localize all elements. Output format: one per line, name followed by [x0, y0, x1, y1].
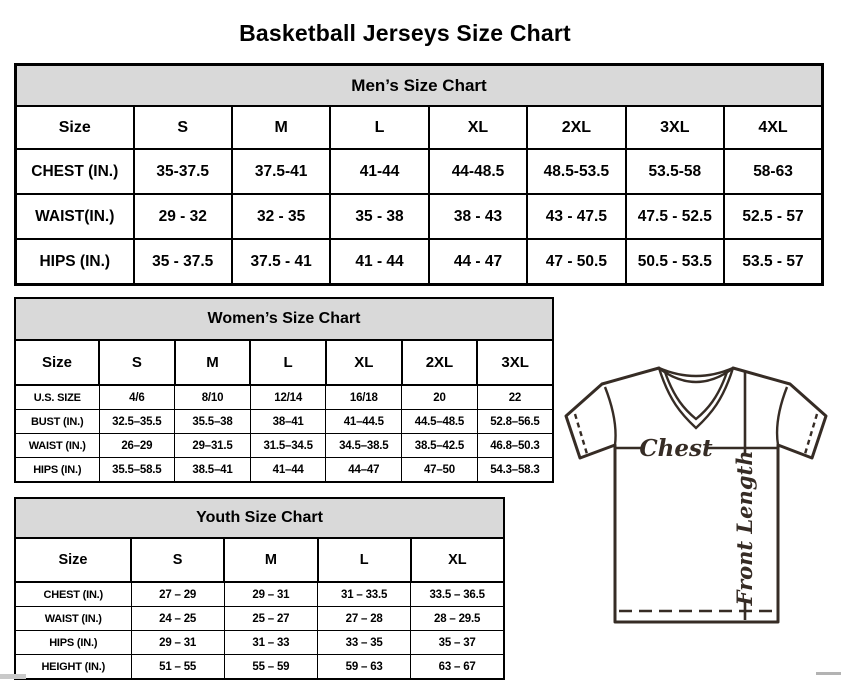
data-cell: 29–31.5 [175, 434, 251, 458]
size-header-cell: XL [429, 106, 527, 149]
table-row [16, 149, 823, 194]
data-cell: 43 - 47.5 [527, 194, 625, 239]
data-cell: 47 - 50.5 [527, 239, 625, 285]
size-header-cell: S [131, 538, 224, 582]
data-cell: 38.5–41 [175, 458, 251, 483]
collar-back-arc-icon [659, 368, 733, 382]
data-cell: 34.5–38.5 [326, 434, 402, 458]
chest-label: Chest [639, 435, 713, 462]
data-cell: 51 – 55 [131, 655, 224, 680]
data-cell: 28 – 29.5 [411, 607, 504, 631]
table-title-row [16, 65, 823, 107]
data-cell: 24 – 25 [131, 607, 224, 631]
data-cell: 44-48.5 [429, 149, 527, 194]
data-cell: 32.5–35.5 [99, 410, 175, 434]
womens-size-chart-table [14, 297, 554, 483]
data-cell: 41–44.5 [326, 410, 402, 434]
data-cell: 27 – 29 [131, 582, 224, 607]
size-header-row [15, 340, 553, 385]
row-label: HIPS (IN.) [16, 239, 134, 285]
data-cell: 52.5 - 57 [724, 194, 822, 239]
youth-table-title: Youth Size Chart [15, 498, 504, 538]
data-cell: 52.8–56.5 [477, 410, 553, 434]
table-row [16, 239, 823, 285]
jersey-measurement-diagram [556, 358, 838, 676]
data-cell: 44–47 [326, 458, 402, 483]
data-cell: 47–50 [402, 458, 478, 483]
data-cell: 54.3–58.3 [477, 458, 553, 483]
size-column-label: Size [16, 106, 134, 149]
size-header-cell: 2XL [402, 340, 478, 385]
womens-table-title: Women’s Size Chart [15, 298, 553, 340]
size-header-cell: L [330, 106, 428, 149]
data-cell: 53.5-58 [626, 149, 724, 194]
data-cell: 32 - 35 [232, 194, 330, 239]
data-cell: 55 – 59 [224, 655, 317, 680]
size-header-cell: XL [411, 538, 504, 582]
row-label: U.S. SIZE [15, 385, 99, 410]
data-cell: 63 – 67 [411, 655, 504, 680]
size-header-cell: 2XL [527, 106, 625, 149]
data-cell: 50.5 - 53.5 [626, 239, 724, 285]
data-cell: 48.5-53.5 [527, 149, 625, 194]
youth-size-chart-table [14, 497, 505, 680]
data-cell: 35 – 37 [411, 631, 504, 655]
row-label: HEIGHT (IN.) [15, 655, 131, 680]
row-label: HIPS (IN.) [15, 458, 99, 483]
row-label: CHEST (IN.) [16, 149, 134, 194]
data-cell: 20 [402, 385, 478, 410]
data-cell: 38.5–42.5 [402, 434, 478, 458]
data-cell: 53.5 - 57 [724, 239, 822, 285]
data-cell: 41 - 44 [330, 239, 428, 285]
data-cell: 31 – 33 [224, 631, 317, 655]
data-cell: 46.8–50.3 [477, 434, 553, 458]
size-header-cell: S [134, 106, 232, 149]
data-cell: 44.5–48.5 [402, 410, 478, 434]
table-row [15, 631, 504, 655]
data-cell: 35-37.5 [134, 149, 232, 194]
horizontal-scrollbar-fragment-left[interactable] [0, 674, 26, 679]
data-cell: 33 – 35 [318, 631, 411, 655]
row-label: WAIST (IN.) [15, 434, 99, 458]
table-title-row [15, 498, 504, 538]
data-cell: 47.5 - 52.5 [626, 194, 724, 239]
row-label: WAIST (IN.) [15, 607, 131, 631]
row-label: CHEST (IN.) [15, 582, 131, 607]
row-label: HIPS (IN.) [15, 631, 131, 655]
table-row [15, 655, 504, 680]
size-header-cell: 3XL [626, 106, 724, 149]
data-cell: 29 – 31 [131, 631, 224, 655]
data-cell: 25 – 27 [224, 607, 317, 631]
data-cell: 58-63 [724, 149, 822, 194]
front-length-label: Front Length [732, 450, 757, 606]
table-row [15, 410, 553, 434]
row-label: WAIST(IN.) [16, 194, 134, 239]
horizontal-scrollbar-fragment-right[interactable] [816, 672, 841, 675]
jersey-outline-icon [566, 368, 826, 622]
data-cell: 41-44 [330, 149, 428, 194]
data-cell: 31 – 33.5 [318, 582, 411, 607]
size-header-row [16, 106, 823, 149]
data-cell: 35.5–38 [175, 410, 251, 434]
table-row [15, 385, 553, 410]
size-header-cell: 3XL [477, 340, 553, 385]
data-cell: 35 - 37.5 [134, 239, 232, 285]
size-header-cell: XL [326, 340, 402, 385]
data-cell: 59 – 63 [318, 655, 411, 680]
data-cell: 38–41 [250, 410, 326, 434]
page-title: Basketball Jerseys Size Chart [239, 20, 571, 47]
data-cell: 26–29 [99, 434, 175, 458]
size-header-cell: M [224, 538, 317, 582]
data-cell: 31.5–34.5 [250, 434, 326, 458]
data-cell: 33.5 – 36.5 [411, 582, 504, 607]
mens-table-title: Men’s Size Chart [16, 65, 823, 107]
size-column-label: Size [15, 340, 99, 385]
size-header-cell: M [232, 106, 330, 149]
data-cell: 29 - 32 [134, 194, 232, 239]
table-row [15, 582, 504, 607]
data-cell: 38 - 43 [429, 194, 527, 239]
data-cell: 35 - 38 [330, 194, 428, 239]
size-header-cell: 4XL [724, 106, 822, 149]
table-row [16, 194, 823, 239]
table-row [15, 434, 553, 458]
row-label: BUST (IN.) [15, 410, 99, 434]
mens-size-chart-table [14, 63, 824, 286]
data-cell: 12/14 [250, 385, 326, 410]
size-header-cell: L [250, 340, 326, 385]
size-header-cell: L [318, 538, 411, 582]
data-cell: 4/6 [99, 385, 175, 410]
table-row [15, 607, 504, 631]
data-cell: 37.5-41 [232, 149, 330, 194]
data-cell: 29 – 31 [224, 582, 317, 607]
size-column-label: Size [15, 538, 131, 582]
data-cell: 22 [477, 385, 553, 410]
table-row [15, 458, 553, 483]
data-cell: 27 – 28 [318, 607, 411, 631]
table-title-row [15, 298, 553, 340]
data-cell: 41–44 [250, 458, 326, 483]
data-cell: 16/18 [326, 385, 402, 410]
data-cell: 37.5 - 41 [232, 239, 330, 285]
data-cell: 44 - 47 [429, 239, 527, 285]
data-cell: 8/10 [175, 385, 251, 410]
size-header-row [15, 538, 504, 582]
data-cell: 35.5–58.5 [99, 458, 175, 483]
size-header-cell: S [99, 340, 175, 385]
size-header-cell: M [175, 340, 251, 385]
